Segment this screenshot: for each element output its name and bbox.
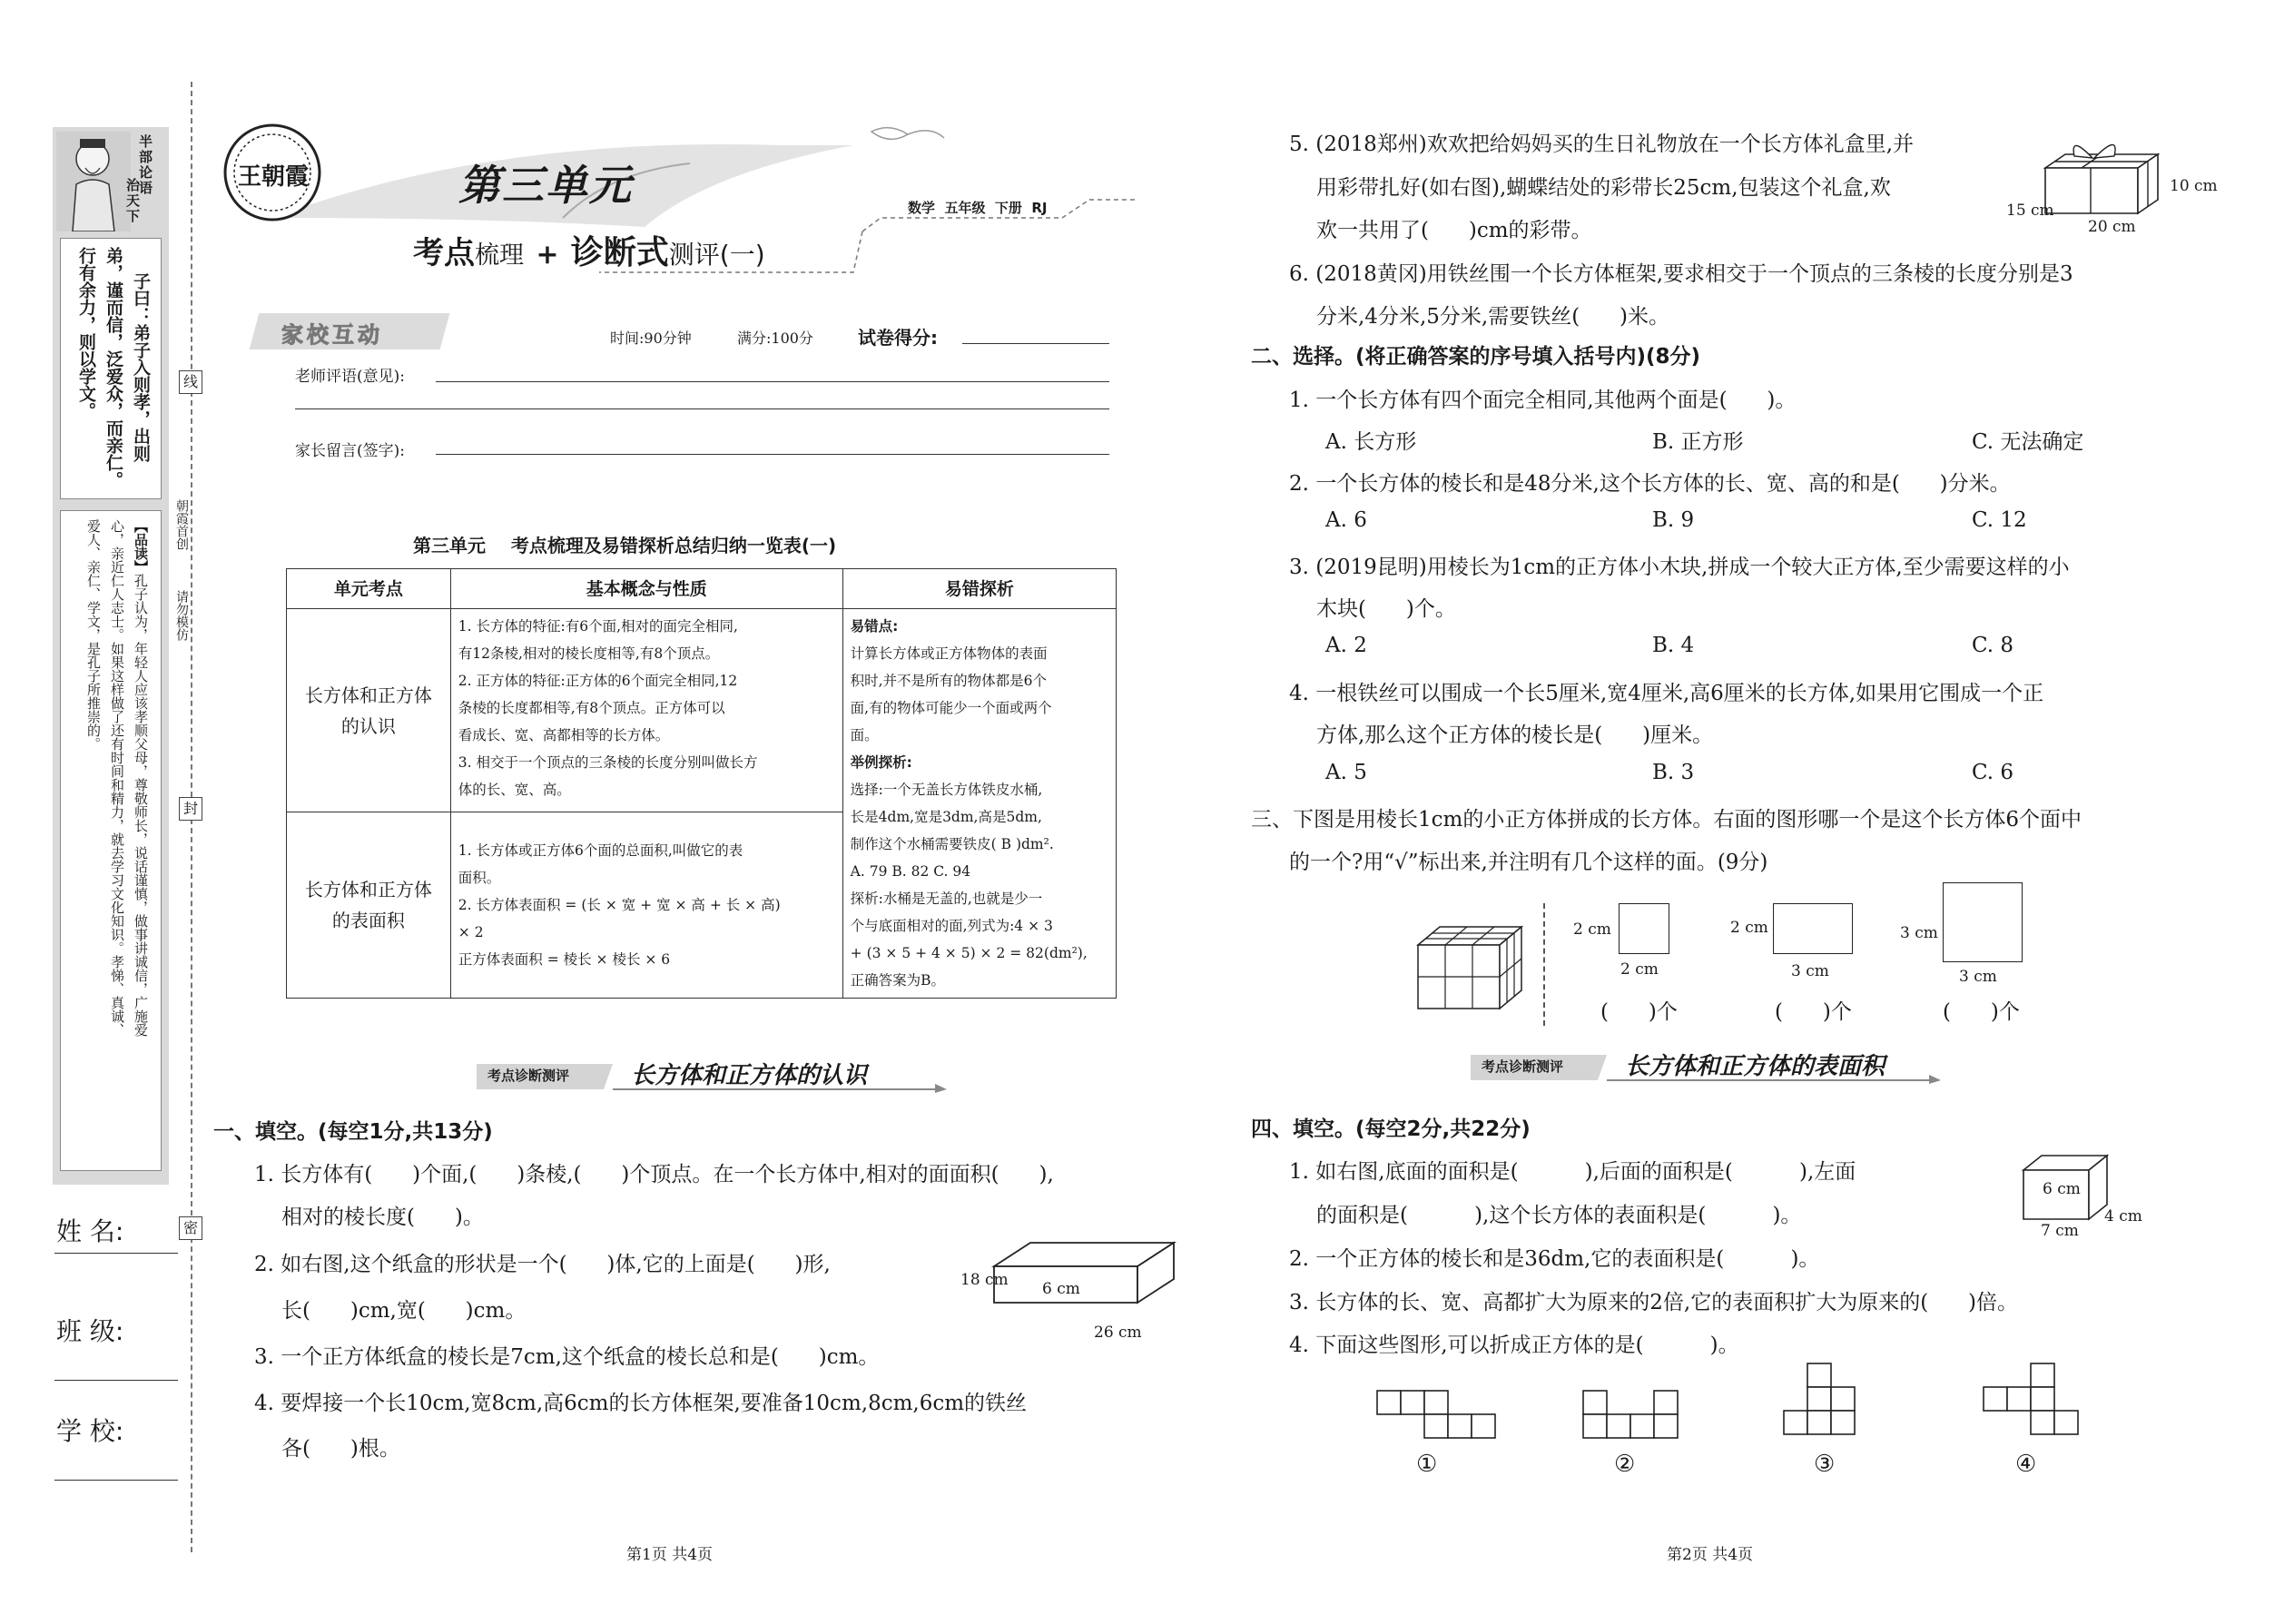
pitfall-line: 计算长方体或正方体物体的表面 bbox=[850, 645, 1048, 662]
quote-col1: 子曰：弟子入则孝，出则 bbox=[131, 272, 151, 462]
class-field[interactable] bbox=[54, 1380, 178, 1381]
mc4-question: 4. 一根铁丝可以围成一个长5厘米,宽4厘米,高6厘米的长方体,如果用它围成一个正 bbox=[1289, 682, 2044, 705]
mc4-option-c[interactable]: C. 6 bbox=[1972, 761, 2014, 784]
reading-text-col1: 孔子认为，年轻人应该孝顺父母，尊敬师长，说话谨慎，做事讲诚信，广施爱 bbox=[133, 574, 149, 1037]
small-box-width-label: 7 cm bbox=[2041, 1222, 2079, 1240]
subtitle-plus: + bbox=[536, 239, 559, 271]
fold-char-mi: 密 bbox=[179, 1216, 202, 1240]
copyright-col1: 朝霞首创 bbox=[174, 499, 189, 550]
q4-line2: 各( )根。 bbox=[281, 1437, 400, 1461]
motto-line2: 治天下 bbox=[124, 178, 141, 224]
motto-line1: 半部论语 bbox=[137, 134, 153, 196]
concept-line: 2. 正方体的特征:正方体的6个面完全相同,12 bbox=[458, 673, 738, 689]
right-banner-title: 长方体和正方体的表面积 bbox=[1625, 1053, 1885, 1080]
q4-line1: 4. 要焊接一个长10cm,宽8cm,高6cm的长方体框架,要准备10cm,8cm,6cm的铁丝 bbox=[254, 1392, 1028, 1415]
mc1-option-a[interactable]: A. 长方形 bbox=[1325, 430, 1417, 454]
teacher-comment-line2 bbox=[295, 408, 1109, 409]
mc3-option-b[interactable]: B. 4 bbox=[1652, 634, 1695, 657]
f1-line2: 的面积是( ),这个长方体的表面积是( )。 bbox=[1316, 1204, 1802, 1227]
school-field[interactable] bbox=[54, 1480, 178, 1481]
q5-line3: 欢一共用了( )cm的彩带。 bbox=[1316, 219, 1592, 242]
pitfall-line: 举例探析: bbox=[850, 754, 912, 771]
net-figure-1[interactable] bbox=[1375, 1389, 1502, 1443]
concept-line: 看成长、宽、高都相等的长方体。 bbox=[458, 727, 670, 743]
f4-line: 4. 下面这些图形,可以折成正方体的是( )。 bbox=[1289, 1334, 1739, 1357]
full-marks-label: 满分:100分 bbox=[737, 330, 813, 347]
f1-line1: 1. 如右图,底面的面积是( ),后面的面积是( ),左面 bbox=[1289, 1160, 1856, 1184]
net-label-1: ① bbox=[1416, 1451, 1438, 1478]
school-label: 学 校: bbox=[56, 1416, 124, 1446]
cube-stack-figure bbox=[1416, 921, 1525, 1012]
row1-concepts bbox=[450, 609, 842, 812]
q5-line2: 用彩带扎好(如右图),蝴蝶结处的彩带长25cm,包装这个礼盒,欢 bbox=[1316, 176, 1891, 200]
pitfall-line: 易错点: bbox=[850, 618, 899, 635]
mc1-question: 1. 一个长方体有四个面完全相同,其他两个面是( )。 bbox=[1289, 389, 1797, 412]
box-height-label: 6 cm bbox=[1042, 1280, 1080, 1298]
mc3-option-a[interactable]: A. 2 bbox=[1325, 634, 1367, 657]
net-label-4: ④ bbox=[2015, 1451, 2037, 1478]
score-label: 试卷得分: bbox=[858, 327, 938, 349]
right-banner-tag: 考点诊断测评 bbox=[1482, 1058, 1564, 1075]
concept-line: 体的长、宽、高。 bbox=[458, 782, 571, 798]
concept-line: 1. 长方体的特征:有6个面,相对的面完全相同, bbox=[458, 618, 738, 635]
pitfall-line: 积时,并不是所有的物体都是6个 bbox=[850, 673, 1047, 689]
net-figure-2[interactable] bbox=[1581, 1389, 1690, 1443]
small-box-height-label: 6 cm bbox=[2043, 1180, 2081, 1198]
section3-line1: 三、下图是用棱长1cm的小正方体拼成的长方体。右面的图形哪一个是这个长方体6个面中 bbox=[1251, 808, 2082, 832]
table-title: 第三单元 考点梳理及易错探析总结归纳一览表(一) bbox=[413, 535, 837, 556]
row2-concepts bbox=[450, 812, 842, 999]
mc1-option-b[interactable]: B. 正方形 bbox=[1652, 430, 1744, 454]
name-label: 姓 名: bbox=[56, 1216, 124, 1246]
reading-text-col2: 心，亲近仁人志士。如果这样做了还有时间和精力，就去学习文化知识。孝悌、真诚、 bbox=[109, 519, 125, 1037]
net-label-2: ② bbox=[1614, 1451, 1636, 1478]
face3-bottom-label: 3 cm bbox=[1959, 968, 1997, 986]
subtitle bbox=[413, 227, 765, 273]
net-figure-3[interactable] bbox=[1782, 1362, 1882, 1443]
table-row bbox=[287, 609, 1117, 812]
row2-topic-line2: 的表面积 bbox=[331, 910, 405, 932]
q5-line1: 5. (2018郑州)欢欢把给妈妈买的生日礼物放在一个长方体礼盒里,并 bbox=[1289, 133, 1915, 156]
score-field[interactable] bbox=[962, 343, 1109, 344]
concept-line: 3. 相交于一个顶点的三条棱的长度分别叫做长方 bbox=[458, 754, 758, 771]
fold-char-feng: 封 bbox=[179, 797, 202, 821]
concept-line: 1. 长方体或正方体6个面的总面积,叫做它的表 bbox=[458, 842, 743, 860]
concept-line: 2. 长方体表面积 = (长 × 宽 + 宽 × 高 + 长 × 高) bbox=[458, 897, 781, 914]
mc4-question-line2: 方体,那么这个正方体的棱长是( )厘米。 bbox=[1316, 723, 1714, 747]
reading-text-col3: 爱人、亲仁、学文，是孔子所推崇的。 bbox=[85, 519, 102, 751]
mc2-option-b[interactable]: B. 9 bbox=[1652, 508, 1695, 532]
face-option-3[interactable] bbox=[1943, 882, 2023, 962]
home-school-label: 家校互动 bbox=[281, 322, 383, 348]
box-depth-label: 18 cm bbox=[960, 1271, 1009, 1289]
q6-line2: 分米,4分米,5分米,需要铁丝( )米。 bbox=[1316, 305, 1670, 329]
row1-topic-line1: 长方体和正方体 bbox=[304, 684, 432, 706]
concept-line: × 2 bbox=[458, 924, 484, 941]
reading-col1 bbox=[133, 519, 149, 1037]
subtitle-part3: 诊断式 bbox=[570, 234, 669, 271]
concept-line: 面积。 bbox=[458, 870, 501, 887]
quote-col3: 行有余力，则以学文。 bbox=[76, 247, 96, 419]
mc1-option-c[interactable]: C. 无法确定 bbox=[1972, 430, 2084, 454]
q2-line2: 长( )cm,宽( )cm。 bbox=[281, 1299, 527, 1323]
left-banner-title: 长方体和正方体的认识 bbox=[631, 1062, 868, 1089]
f2-line: 2. 一个正方体的棱长和是36dm,它的表面积是( )。 bbox=[1289, 1247, 1820, 1271]
table-header-row bbox=[287, 569, 1117, 609]
section3-line2: 的一个?用“√”标出来,并注明有几个这样的面。(9分) bbox=[1289, 851, 1768, 874]
left-page-number: 第1页 共4页 bbox=[626, 1546, 714, 1564]
row1-topic bbox=[287, 609, 451, 812]
concept-line: 正方体表面积 = 棱长 × 棱长 × 6 bbox=[458, 951, 671, 969]
face3-side-label: 3 cm bbox=[1900, 924, 1938, 942]
q2-line1: 2. 如右图,这个纸盒的形状是一个( )体,它的上面是( )形, bbox=[254, 1253, 831, 1276]
right-page-number: 第2页 共4页 bbox=[1667, 1546, 1754, 1564]
mc3-question-line2: 木块( )个。 bbox=[1316, 597, 1456, 621]
parent-comment-field[interactable] bbox=[436, 454, 1109, 455]
subtitle-part1: 考点 bbox=[413, 235, 475, 271]
subtitle-part2: 梳理 bbox=[475, 241, 524, 270]
mc4-option-a[interactable]: A. 5 bbox=[1325, 761, 1367, 784]
quote-col2: 弟，谨而信，泛爱众，而亲仁。 bbox=[103, 247, 123, 488]
parent-comment-label: 家长留言(签字): bbox=[295, 442, 405, 460]
logo-text: 王朝霞 bbox=[238, 163, 310, 191]
pitfall-line: A. 79 B. 82 C. 94 bbox=[850, 863, 971, 880]
mc3-question: 3. (2019昆明)用棱长为1cm的正方体小木块,拼成一个较大正方体,至少需要这样的小 bbox=[1289, 556, 2070, 579]
net-figure-4[interactable] bbox=[1982, 1362, 2091, 1443]
book-info: 数学 五年级 下册 RJ bbox=[908, 200, 1048, 216]
concept-line: 有12条棱,相对的棱长度相等,有8个顶点。 bbox=[458, 645, 720, 662]
row1-topic-line2: 的认识 bbox=[340, 714, 396, 737]
paper-box-figure bbox=[976, 1230, 1194, 1321]
reading-label: 【品读】 bbox=[133, 519, 149, 574]
teacher-comment-field[interactable] bbox=[436, 381, 1109, 382]
pitfall-line: 面,有的物体可能少一个面或两个 bbox=[850, 700, 1052, 716]
pitfall-line: 长是4dm,宽是3dm,高是5dm, bbox=[850, 809, 1042, 825]
gift-height-label: 10 cm bbox=[2170, 177, 2218, 195]
box-length-label: 26 cm bbox=[1094, 1324, 1142, 1342]
pitfall-line: 个与底面相对的面,列式为:4 × 3 bbox=[850, 918, 1053, 934]
small-box-depth-label: 4 cm bbox=[2104, 1207, 2142, 1225]
face1-bottom-label: 2 cm bbox=[1620, 960, 1659, 979]
face-option-2[interactable] bbox=[1773, 903, 1853, 954]
face1-count[interactable]: ( )个 bbox=[1600, 1000, 1678, 1024]
pitfall-line: 探析:水桶是无盖的,也就是少一 bbox=[850, 891, 1043, 907]
subtitle-part4: 测评(一) bbox=[668, 240, 765, 270]
pitfall-line: 面。 bbox=[850, 727, 879, 743]
copyright-col2: 请勿模仿 bbox=[174, 590, 189, 641]
figure-divider bbox=[1543, 903, 1545, 1026]
row2-topic bbox=[287, 812, 451, 999]
face1-side-label: 2 cm bbox=[1573, 920, 1611, 939]
confucius-illustration bbox=[56, 132, 131, 231]
header-concepts: 基本概念与性质 bbox=[450, 569, 842, 609]
gift-box-figure bbox=[2038, 136, 2165, 222]
pitfalls-cell bbox=[842, 609, 1116, 999]
concept-line: 条棱的长度都相等,有8个顶点。正方体可以 bbox=[458, 700, 725, 716]
pitfall-line: + (3 × 5 + 4 × 5) × 2 = 82(dm²), bbox=[850, 945, 1088, 961]
section4-title: 四、填空。(每空2分,共22分) bbox=[1251, 1117, 1531, 1141]
face2-count[interactable]: ( )个 bbox=[1775, 1000, 1852, 1024]
fold-char-xian: 线 bbox=[179, 370, 202, 394]
class-label: 班 级: bbox=[56, 1316, 124, 1346]
face3-count[interactable]: ( )个 bbox=[1943, 1000, 2020, 1024]
f3-line: 3. 长方体的长、宽、高都扩大为原来的2倍,它的表面积扩大为原来的( )倍。 bbox=[1289, 1291, 2019, 1314]
face-option-1[interactable] bbox=[1619, 903, 1669, 954]
q1-line2: 相对的棱长度( )。 bbox=[281, 1206, 484, 1229]
mc2-option-c[interactable]: C. 12 bbox=[1972, 508, 2027, 532]
pitfall-line: 正确答案为B。 bbox=[850, 972, 946, 989]
section1-title: 一、填空。(每空1分,共13分) bbox=[213, 1120, 493, 1144]
pitfall-line: 制作这个水桶需要铁皮( B )dm². bbox=[850, 836, 1054, 852]
q6-line1: 6. (2018黄冈)用铁丝围一个长方体框架,要求相交于一个顶点的三条棱的长度分别是3 bbox=[1289, 262, 2073, 286]
pitfall-line: 选择:一个无盖长方体铁皮水桶, bbox=[850, 782, 1043, 798]
unit-title: 第三单元 bbox=[458, 161, 633, 210]
left-banner-tag: 考点诊断测评 bbox=[487, 1068, 570, 1084]
mc2-option-a[interactable]: A. 6 bbox=[1325, 508, 1367, 532]
mc4-option-b[interactable]: B. 3 bbox=[1652, 761, 1695, 784]
q1-line1: 1. 长方体有( )个面,( )条棱,( )个顶点。在一个长方体中,相对的面面积( ), bbox=[254, 1163, 1054, 1186]
mc3-option-c[interactable]: C. 8 bbox=[1972, 634, 2014, 657]
teacher-comment-label: 老师评语(意见): bbox=[295, 368, 405, 386]
gift-width-label: 15 cm bbox=[2006, 202, 2054, 220]
q3-line: 3. 一个正方体纸盒的棱长是7cm,这个纸盒的棱长总和是( )cm。 bbox=[254, 1345, 880, 1369]
row2-topic-line1: 长方体和正方体 bbox=[304, 879, 432, 901]
mc2-question: 2. 一个长方体的棱长和是48分米,这个长方体的长、宽、高的和是( )分米。 bbox=[1289, 472, 2011, 496]
header-topic: 单元考点 bbox=[287, 569, 451, 609]
header-pitfalls: 易错探析 bbox=[842, 569, 1116, 609]
net-label-3: ③ bbox=[1814, 1451, 1836, 1478]
gift-length-label: 20 cm bbox=[2088, 218, 2136, 236]
name-field[interactable] bbox=[54, 1253, 178, 1254]
face2-side-label: 2 cm bbox=[1730, 919, 1768, 937]
face2-bottom-label: 3 cm bbox=[1791, 962, 1829, 980]
time-label: 时间:90分钟 bbox=[610, 330, 692, 347]
section2-title: 二、选择。(将正确答案的序号填入括号内)(8分) bbox=[1251, 345, 1701, 369]
summary-table bbox=[286, 568, 1117, 999]
